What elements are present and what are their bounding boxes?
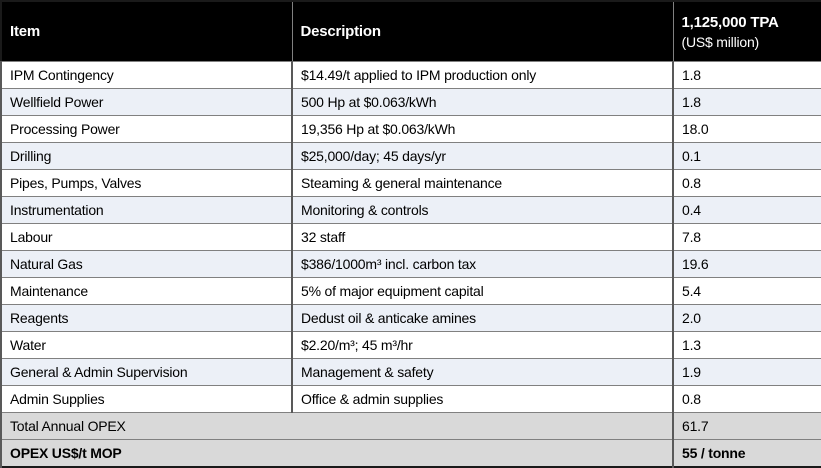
- item-cell: Wellfield Power: [1, 89, 292, 116]
- description-cell: 500 Hp at $0.063/kWh: [292, 89, 673, 116]
- table-row: [1, 278, 821, 305]
- table-body: [1, 62, 821, 413]
- table-row: [1, 89, 821, 116]
- item-cell: Instrumentation: [1, 197, 292, 224]
- description-cell: Steaming & general maintenance: [292, 170, 673, 197]
- description-cell: $25,000/day; 45 days/yr: [292, 143, 673, 170]
- table-row: [1, 62, 821, 89]
- item-cell: Drilling: [1, 143, 292, 170]
- table-row: [1, 386, 821, 413]
- description-cell: Office & admin supplies: [292, 386, 673, 413]
- col-header-description: Description: [292, 1, 673, 62]
- item-cell: Pipes, Pumps, Valves: [1, 170, 292, 197]
- value-cell: 0.8: [673, 170, 821, 197]
- total-opex-row: [1, 413, 821, 440]
- table-row: [1, 224, 821, 251]
- value-cell: 2.0: [673, 305, 821, 332]
- item-cell: Reagents: [1, 305, 292, 332]
- item-cell: Admin Supplies: [1, 386, 292, 413]
- value-cell: 0.1: [673, 143, 821, 170]
- value-cell: 18.0: [673, 116, 821, 143]
- value-cell: 1.8: [673, 89, 821, 116]
- item-cell: Natural Gas: [1, 251, 292, 278]
- item-cell: IPM Contingency: [1, 62, 292, 89]
- item-cell: Labour: [1, 224, 292, 251]
- value-cell: 0.4: [673, 197, 821, 224]
- value-cell: 19.6: [673, 251, 821, 278]
- description-cell: $386/1000m³ incl. carbon tax: [292, 251, 673, 278]
- item-cell: Water: [1, 332, 292, 359]
- item-cell: Processing Power: [1, 116, 292, 143]
- opex-per-tonne-value: 55 / tonne: [673, 440, 821, 468]
- description-cell: 19,356 Hp at $0.063/kWh: [292, 116, 673, 143]
- table-row: [1, 116, 821, 143]
- description-cell: $14.49/t applied to IPM production only: [292, 62, 673, 89]
- table-row: [1, 305, 821, 332]
- table-row: [1, 170, 821, 197]
- table-header: [1, 1, 821, 62]
- header-row: [1, 1, 821, 62]
- value-cell: 0.8: [673, 386, 821, 413]
- col-header-tpa: [673, 1, 821, 62]
- description-cell: Management & safety: [292, 359, 673, 386]
- table-row: [1, 359, 821, 386]
- col-header-item: Item: [1, 1, 292, 62]
- item-cell: Maintenance: [1, 278, 292, 305]
- value-cell: 1.3: [673, 332, 821, 359]
- opex-per-tonne-label: OPEX US$/t MOP: [1, 440, 673, 468]
- item-cell: General & Admin Supervision: [1, 359, 292, 386]
- table-row: [1, 143, 821, 170]
- table-row: [1, 251, 821, 278]
- value-cell: 7.8: [673, 224, 821, 251]
- col-header-tpa-units: (US$ million): [681, 33, 760, 50]
- value-cell: 1.9: [673, 359, 821, 386]
- table-row: [1, 332, 821, 359]
- description-cell: Dedust oil & anticake amines: [292, 305, 673, 332]
- value-cell: 1.8: [673, 62, 821, 89]
- description-cell: $2.20/m³; 45 m³/hr: [292, 332, 673, 359]
- table-summary: [1, 413, 821, 468]
- description-cell: 32 staff: [292, 224, 673, 251]
- table-row: [1, 197, 821, 224]
- description-cell: 5% of major equipment capital: [292, 278, 673, 305]
- value-cell: 5.4: [673, 278, 821, 305]
- opex-per-tonne-row: [1, 440, 821, 468]
- col-header-tpa-title: 1,125,000 TPA: [681, 13, 779, 31]
- description-cell: Monitoring & controls: [292, 197, 673, 224]
- total-opex-value: 61.7: [673, 413, 821, 440]
- total-opex-label: Total Annual OPEX: [1, 413, 673, 440]
